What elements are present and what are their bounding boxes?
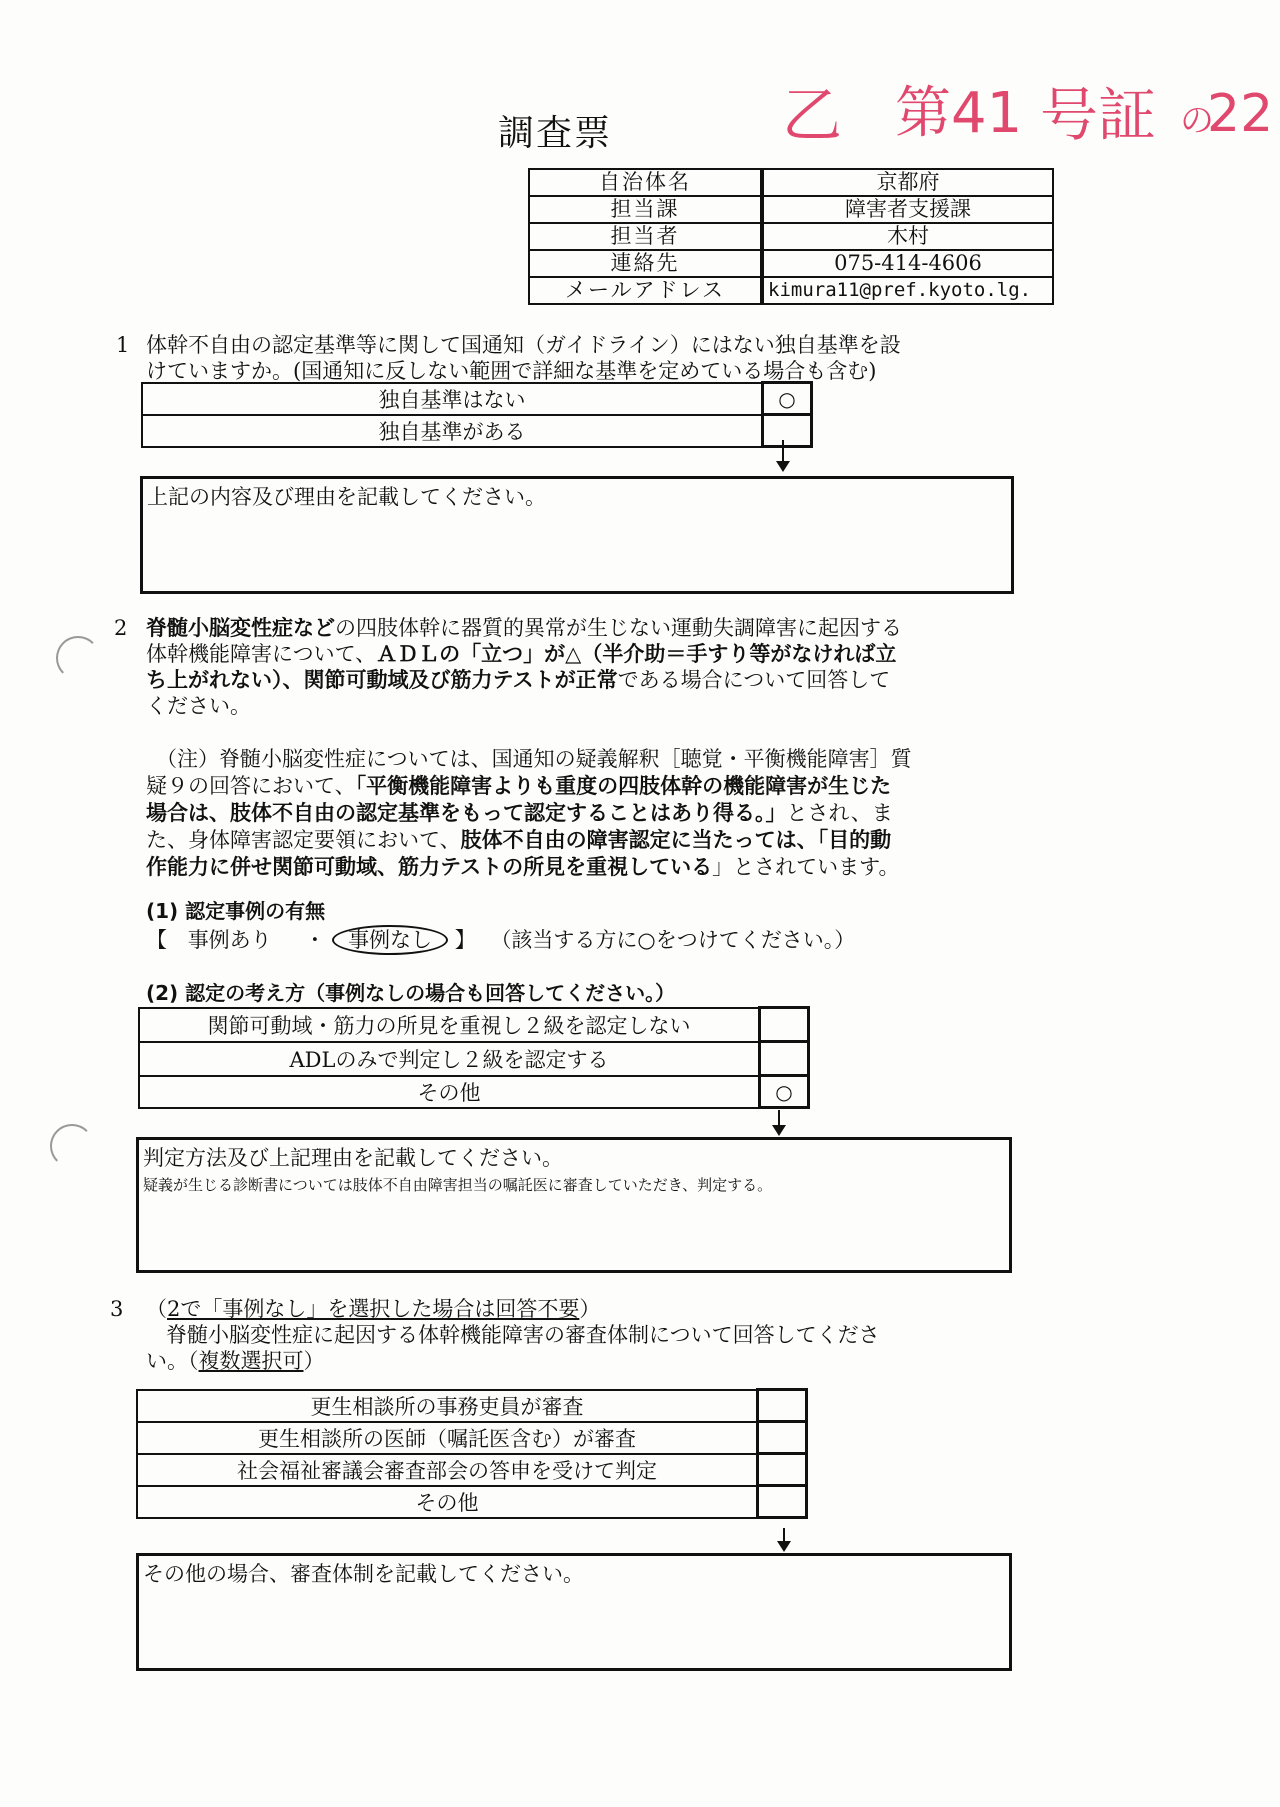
choice-no-case-circled[interactable]: 事例なし (332, 925, 448, 955)
q3-option-row (137, 1390, 807, 1422)
q2-note-part: 疑９の回答において、 (146, 774, 356, 798)
info-email: kimura11@pref.kyoto.lg. (762, 277, 1053, 304)
q1-option-checkbox[interactable] (763, 415, 812, 447)
info-value: 075-414-4606 (762, 250, 1053, 277)
q3-options (136, 1388, 808, 1519)
q3-option-row (137, 1486, 807, 1518)
q1-option-label: 独自基準はない (142, 383, 763, 415)
q2-bold-condition: ＡＤＬの「立つ」が△（半介助＝手すり等がなければ立 (376, 642, 897, 666)
choice-case-exists[interactable]: 事例あり (187, 928, 272, 952)
q2-text-part: の四肢体幹に器質的異常が生じない運動失調障害に起因する (335, 616, 902, 640)
q3-answer-box[interactable] (136, 1553, 1012, 1671)
page-title: 調査票 (498, 113, 613, 154)
q1-option-label: 独自基準がある (142, 415, 763, 447)
q3-option-checkbox[interactable] (758, 1422, 807, 1454)
q2-option-label: ADLのみで判定し２級を認定する (139, 1042, 760, 1076)
q2-note-bold: 「平衡機能障害よりも重度の四肢体幹の機能障害が生じた (355, 774, 892, 798)
q3-paren: （ (146, 1297, 167, 1321)
q1-text-line1: 体幹不自由の認定基準等に関して国通知（ガイドライン）にはない独自基準を設 (146, 333, 901, 357)
q2-arrow (778, 1110, 780, 1126)
choice-separator: ・ (304, 928, 326, 952)
info-value: 京都府 (762, 169, 1053, 196)
q2-note-line: （注）脊髄小脳変性症については、国通知の疑義解釈［聴覚・平衡機能障害］質 (156, 747, 912, 771)
bracket-open: 【 (146, 928, 167, 952)
q2-option-label: その他 (139, 1076, 760, 1108)
info-value: 障害者支援課 (762, 196, 1053, 223)
q2-answer-box[interactable] (136, 1137, 1012, 1273)
q2-option-row (139, 1042, 809, 1076)
q3-arrow (783, 1528, 785, 1542)
q3-text (146, 1296, 1026, 1374)
info-label: メールアドレス (529, 277, 762, 304)
q3-number: 3 (110, 1297, 124, 1321)
q2-sub2-title: (2) 認定の考え方（事例なしの場合も回答してください。） (146, 981, 676, 1005)
q2-option-label: 関節可動域・筋力の所見を重視し２級を認定しない (139, 1008, 760, 1042)
bracket-close: 】 (454, 928, 476, 952)
stamp-middle: 第41 (895, 81, 1023, 146)
q2-note-part: とされ、ま (786, 801, 893, 825)
q1-arrow (782, 440, 784, 462)
q1-text (146, 332, 1026, 384)
q3-option-checkbox[interactable] (758, 1486, 807, 1518)
q3-multi-select: 複数選択可 (198, 1349, 304, 1373)
q2-option-checkbox[interactable] (760, 1042, 809, 1076)
info-row (529, 169, 1053, 196)
info-label: 連絡先 (529, 250, 762, 277)
info-label: 担当者 (529, 223, 762, 250)
q2-option-row (139, 1008, 809, 1042)
q1-answer-box[interactable] (140, 476, 1014, 594)
stamp-suffix: 号証 (1040, 81, 1157, 149)
q2-option-row (139, 1076, 809, 1108)
respondent-info-table (528, 168, 1054, 305)
info-row (529, 223, 1053, 250)
q3-option-row (137, 1454, 807, 1486)
q2-option-checkbox[interactable] (760, 1008, 809, 1042)
q2-options (138, 1006, 810, 1109)
q2-number: 2 (114, 616, 128, 640)
q1-answer-label: 上記の内容及び理由を記載してください。 (147, 485, 546, 509)
q2-bold-subject: 脊髄小脳変性症など (146, 616, 335, 640)
q2-option-checkbox[interactable]: ○ (760, 1076, 809, 1108)
q2-text-part: 体幹機能障害について、 (146, 642, 377, 666)
q3-paren: ） (579, 1297, 601, 1321)
q2-sub1-title: (1) 認定事例の有無 (146, 899, 326, 923)
info-label: 自治体名 (529, 169, 762, 196)
q2-answer-label: 判定方法及び上記理由を記載してください。 (143, 1146, 563, 1170)
q3-condition: 2で「事例なし」を選択した場合は回答不要 (167, 1297, 580, 1321)
info-label: 担当課 (529, 196, 762, 223)
q3-option-label: 社会福祉審議会審査部会の答申を受けて判定 (137, 1454, 758, 1486)
stamp-page: 22 (1207, 84, 1274, 144)
choice-hint: （該当する方に○をつけてください。） (490, 928, 856, 952)
q2-note-part: 」とされています。 (712, 855, 900, 879)
info-row (529, 196, 1053, 223)
q2-note-bold: 作能力に併せ関節可動域、筋力テストの所見を重視している (146, 855, 713, 879)
info-row (529, 250, 1053, 277)
q3-text-part: ） (303, 1349, 325, 1373)
q3-option-label: 更生相談所の事務吏員が審査 (137, 1390, 758, 1422)
q1-text-line2: けていますか。(国通知に反しない範囲で詳細な基準を定めている場合も含む) (146, 359, 877, 383)
q1-option-row (142, 415, 812, 447)
binder-hole-bottom (50, 1124, 94, 1168)
q2-bold-condition-cont: ち上がれない）、関節可動域及び筋力テストが正常 (146, 668, 618, 692)
q1-option-checkbox[interactable]: ○ (763, 383, 812, 415)
q2-note-bold: 場合は、肢体不自由の認定基準をもって認定することはあり得る。」 (146, 801, 787, 825)
q2-answer-text: 疑義が生じる診断書については肢体不自由障害担当の嘱託医に審査していただき、判定する。 (143, 1176, 773, 1194)
q1-number: 1 (116, 333, 130, 357)
q2-text-part: である場合について回答して (617, 668, 891, 692)
q2-note (146, 746, 1026, 881)
q2-note-bold: 肢体不自由の障害認定に当たっては、「目的動 (460, 828, 892, 852)
q1-option-row (142, 383, 812, 415)
q2-sub1-choices (146, 925, 855, 955)
stamp-no: の (1180, 101, 1214, 141)
q3-answer-label: その他の場合、審査体制を記載してください。 (143, 1562, 584, 1586)
q2-text-part: ください。 (146, 694, 251, 718)
q3-question: 脊髄小脳変性症に起因する体幹機能障害の審査体制について回答してくださ (166, 1323, 880, 1347)
q3-option-row (137, 1422, 807, 1454)
q3-option-label: その他 (137, 1486, 758, 1518)
info-row (529, 277, 1053, 304)
binder-hole-top (56, 636, 100, 680)
q1-options (141, 381, 813, 448)
q2-note-part: た、身体障害認定要領において、 (146, 828, 461, 852)
q3-text-part: い。（ (146, 1349, 199, 1373)
q3-option-checkbox[interactable] (758, 1390, 807, 1422)
q2-text (146, 615, 1026, 719)
q3-option-checkbox[interactable] (758, 1454, 807, 1486)
q3-option-label: 更生相談所の医師（嘱託医含む）が審査 (137, 1422, 758, 1454)
info-value: 木村 (762, 223, 1053, 250)
stamp-prefix: 乙 (782, 81, 842, 151)
